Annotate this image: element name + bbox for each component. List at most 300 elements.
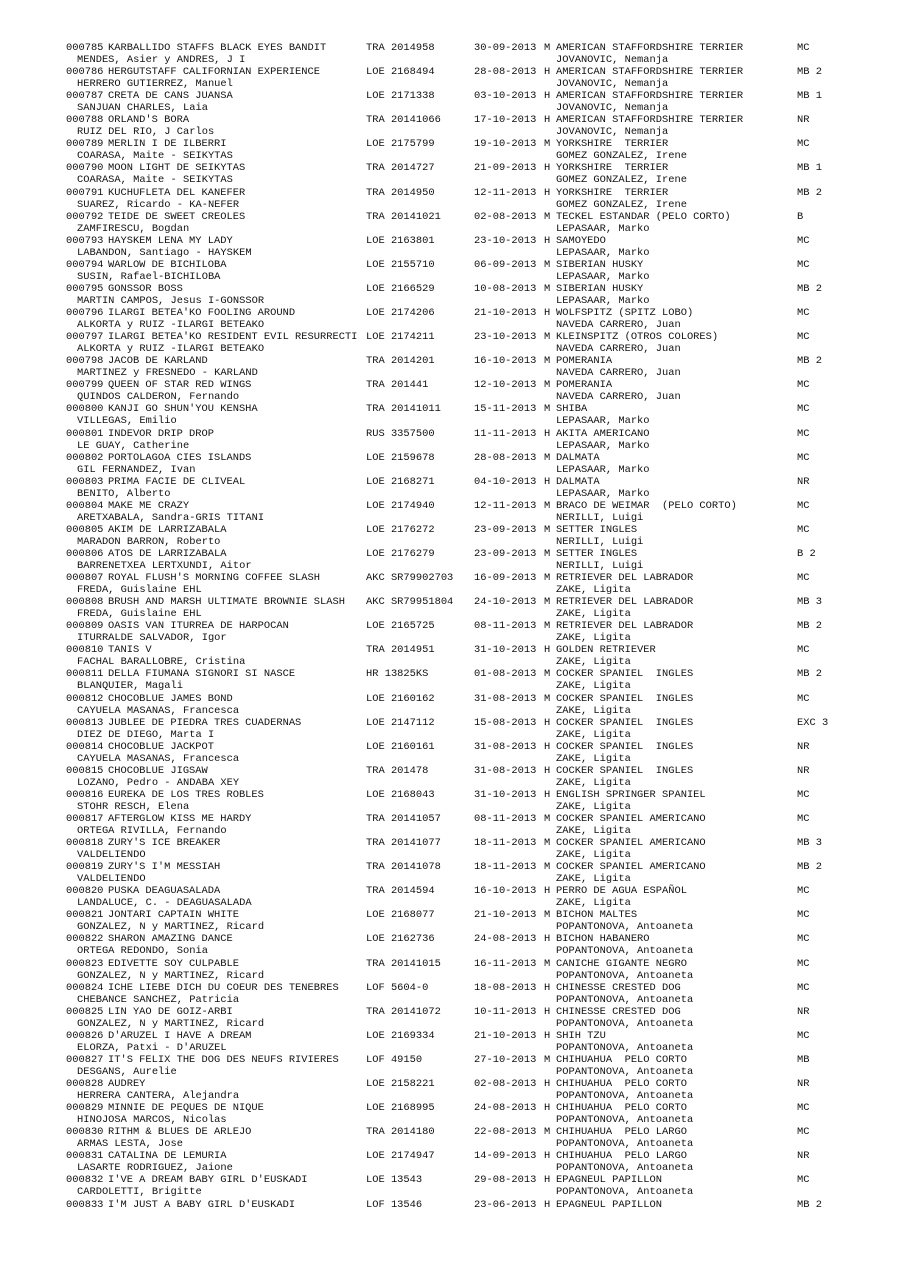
judge: NERILLI, Luigi bbox=[556, 535, 644, 548]
registration-number: LOE 2174947 bbox=[366, 1150, 435, 1163]
owner: ITURRALDE SALVADOR, Igor bbox=[77, 632, 227, 645]
breed: WOLFSPITZ (SPITZ LOBO) bbox=[556, 307, 694, 320]
result-grade: MC bbox=[797, 234, 810, 247]
catalog-number: 000822 bbox=[66, 933, 104, 946]
breed: YORKSHIRE TERRIER bbox=[556, 186, 669, 199]
catalog-number: 000819 bbox=[66, 861, 104, 874]
sex: M bbox=[544, 138, 551, 151]
judge: POPANTONOVA, Antoaneta bbox=[556, 1162, 694, 1175]
breed: POMERANIA bbox=[556, 379, 613, 392]
dog-name: ILARGI BETEA'KO FOOLING AROUND bbox=[108, 307, 296, 320]
owner: STOHR RESCH, Elena bbox=[77, 800, 190, 813]
sex: M bbox=[544, 861, 551, 874]
breed: AMERICAN STAFFORDSHIRE TERRIER bbox=[556, 114, 744, 127]
judge: NAVEDA CARRERO, Juan bbox=[556, 391, 681, 404]
owner: FREDA, Guislaine EHL bbox=[77, 584, 202, 597]
judge: POPANTONOVA, Antoaneta bbox=[556, 1138, 694, 1151]
breed: KLEINSPITZ (OTROS COLORES) bbox=[556, 331, 719, 344]
birth-date: 10-11-2013 bbox=[474, 1005, 537, 1018]
birth-date: 31-08-2013 bbox=[474, 764, 537, 777]
breed: COCKER SPANIEL AMERICANO bbox=[556, 837, 706, 850]
birth-date: 21-09-2013 bbox=[474, 162, 537, 175]
registration-number: TRA 20141057 bbox=[366, 813, 441, 825]
result-grade: MC bbox=[797, 1126, 810, 1139]
catalog-number: 000799 bbox=[66, 379, 104, 392]
sex: M bbox=[544, 909, 551, 922]
judge: LEPASAAR, Marko bbox=[556, 294, 650, 307]
catalog-number: 000805 bbox=[66, 523, 104, 536]
owner: VALDELIENDO bbox=[77, 849, 146, 862]
sex: M bbox=[544, 957, 551, 970]
judge: POPANTONOVA, Antoaneta bbox=[556, 1065, 694, 1078]
dog-name: ZURY'S I'M MESSIAH bbox=[108, 861, 221, 874]
dog-name: AKIM DE LARRIZABALA bbox=[108, 523, 227, 536]
sex: M bbox=[544, 523, 551, 536]
result-grade: NR bbox=[797, 740, 810, 753]
registration-number: LOE 2176279 bbox=[366, 547, 435, 560]
result-grade: MB 2 bbox=[797, 861, 822, 874]
judge: GOMEZ GONZALEZ, Irene bbox=[556, 198, 687, 211]
owner: FACHAL BARALLOBRE, Cristina bbox=[77, 656, 246, 669]
dog-name: MAKE ME CRAZY bbox=[108, 499, 190, 512]
dog-name: AFTERGLOW KISS ME HARDY bbox=[108, 813, 252, 825]
dog-name: CHOCOBLUE JIGSAW bbox=[108, 764, 208, 777]
judge: LEPASAAR, Marko bbox=[556, 246, 650, 259]
owner: ALKORTA y RUIZ -ILARGI BETEAKO bbox=[77, 319, 265, 332]
owner: SUAREZ, Ricardo - KA-NEFER bbox=[77, 198, 240, 211]
registration-number: TRA 201441 bbox=[366, 379, 429, 392]
sex: M bbox=[544, 547, 551, 560]
result-grade: MB 2 bbox=[797, 620, 822, 633]
judge: LEPASAAR, Marko bbox=[556, 270, 650, 283]
breed: AMERICAN STAFFORDSHIRE TERRIER bbox=[556, 42, 744, 54]
judge: ZAKE, Ligita bbox=[556, 728, 631, 741]
judge: LEPASAAR, Marko bbox=[556, 463, 650, 476]
dog-name: KANJI GO SHUN'YOU KENSHA bbox=[108, 403, 258, 416]
judge: ZAKE, Ligita bbox=[556, 800, 631, 813]
breed: DALMATA bbox=[556, 475, 600, 488]
registration-number: LOE 13543 bbox=[366, 1174, 423, 1187]
breed: BICHON MALTES bbox=[556, 909, 638, 922]
judge: ZAKE, Ligita bbox=[556, 656, 631, 669]
judge: JOVANOVIC, Nemanja bbox=[556, 78, 669, 91]
breed: AMERICAN STAFFORDSHIRE TERRIER bbox=[556, 90, 744, 103]
judge: ZAKE, Ligita bbox=[556, 897, 631, 910]
judge: ZAKE, Ligita bbox=[556, 608, 631, 621]
judge: ZAKE, Ligita bbox=[556, 680, 631, 693]
birth-date: 18-08-2013 bbox=[474, 981, 537, 994]
catalog-number: 000791 bbox=[66, 186, 104, 199]
dog-name: WARLOW DE BICHILOBA bbox=[108, 258, 227, 271]
birth-date: 16-10-2013 bbox=[474, 885, 537, 898]
dog-name: HERGUTSTAFF CALIFORNIAN EXPERIENCE bbox=[108, 66, 321, 79]
result-grade: NR bbox=[797, 764, 810, 777]
catalog-number: 000818 bbox=[66, 837, 104, 850]
owner: CARDOLETTI, Brigitte bbox=[77, 1186, 202, 1199]
catalog-number: 000795 bbox=[66, 282, 104, 295]
registration-number: TRA 20141011 bbox=[366, 403, 441, 416]
result-grade: MC bbox=[797, 258, 810, 271]
sex: M bbox=[544, 1053, 551, 1066]
judge: ZAKE, Ligita bbox=[556, 873, 631, 886]
registration-number: TRA 20141072 bbox=[366, 1005, 441, 1018]
judge: JOVANOVIC, Nemanja bbox=[556, 54, 669, 66]
birth-date: 31-10-2013 bbox=[474, 644, 537, 657]
registration-number: LOF 49150 bbox=[366, 1053, 423, 1066]
catalog-number: 000829 bbox=[66, 1102, 104, 1115]
registration-number: LOE 2168494 bbox=[366, 66, 435, 79]
owner: COARASA, Maite - SEIKYTAS bbox=[77, 174, 233, 187]
dog-name: KUCHUFLETA DEL KANEFER bbox=[108, 186, 246, 199]
birth-date: 31-08-2013 bbox=[474, 692, 537, 705]
owner: VALDELIENDO bbox=[77, 873, 146, 886]
dog-name: IT'S FELIX THE DOG DES NEUFS RIVIERES bbox=[108, 1053, 339, 1066]
judge: LEPASAAR, Marko bbox=[556, 415, 650, 428]
breed: CHIHUAHUA PELO CORTO bbox=[556, 1078, 687, 1091]
sex: H bbox=[544, 162, 551, 175]
birth-date: 12-10-2013 bbox=[474, 379, 537, 392]
breed: CHINESSE CRESTED DOG bbox=[556, 981, 681, 994]
owner: LOZANO, Pedro - ANDABA XEY bbox=[77, 776, 240, 789]
registration-number: HR 13825KS bbox=[366, 668, 429, 681]
catalog-number: 000801 bbox=[66, 427, 104, 440]
judge: NERILLI, Luigi bbox=[556, 511, 644, 524]
result-grade: B bbox=[797, 210, 804, 223]
owner: SUSIN, Rafael-BICHILOBA bbox=[77, 270, 221, 283]
result-grade: MC bbox=[797, 957, 810, 970]
birth-date: 08-11-2013 bbox=[474, 620, 537, 633]
judge: NAVEDA CARRERO, Juan bbox=[556, 319, 681, 332]
result-grade: MC bbox=[797, 788, 810, 801]
birth-date: 28-08-2013 bbox=[474, 451, 537, 464]
breed: COCKER SPANIEL AMERICANO bbox=[556, 861, 706, 874]
registration-number: TRA 2014180 bbox=[366, 1126, 435, 1139]
dog-name: INDEVOR DRIP DROP bbox=[108, 427, 215, 440]
breed: COCKER SPANIEL INGLES bbox=[556, 740, 694, 753]
sex: M bbox=[544, 499, 551, 512]
result-grade: MC bbox=[797, 403, 810, 416]
breed: GOLDEN RETRIEVER bbox=[556, 644, 656, 657]
catalog-number: 000824 bbox=[66, 981, 104, 994]
catalog-number: 000831 bbox=[66, 1150, 104, 1163]
registration-number: TRA 20141021 bbox=[366, 210, 441, 223]
birth-date: 02-08-2013 bbox=[474, 1078, 537, 1091]
breed: RETRIEVER DEL LABRADOR bbox=[556, 596, 694, 609]
judge: ZAKE, Ligita bbox=[556, 776, 631, 789]
registration-number: LOE 2160161 bbox=[366, 740, 435, 753]
birth-date: 30-09-2013 bbox=[474, 42, 537, 54]
catalog-number: 000809 bbox=[66, 620, 104, 633]
breed: EPAGNEUL PAPILLON bbox=[556, 1198, 663, 1211]
dog-name: ILARGI BETEA'KO RESIDENT EVIL RESURRECTI bbox=[108, 331, 358, 344]
breed: SAMOYEDO bbox=[556, 234, 606, 247]
breed: AMERICAN STAFFORDSHIRE TERRIER bbox=[556, 66, 744, 79]
owner: HERRERO GUTIERREZ, Manuel bbox=[77, 78, 233, 91]
result-grade: MB 2 bbox=[797, 355, 822, 368]
result-grade: MC bbox=[797, 307, 810, 320]
owner: COARASA, Maite - SEIKYTAS bbox=[77, 150, 233, 163]
breed: SIBERIAN HUSKY bbox=[556, 258, 644, 271]
breed: RETRIEVER DEL LABRADOR bbox=[556, 620, 694, 633]
result-grade: MB 2 bbox=[797, 186, 822, 199]
birth-date: 11-11-2013 bbox=[474, 427, 537, 440]
sex: H bbox=[544, 186, 551, 199]
registration-number: TRA 2014950 bbox=[366, 186, 435, 199]
breed: COCKER SPANIEL INGLES bbox=[556, 668, 694, 681]
breed: TECKEL ESTANDAR (PELO CORTO) bbox=[556, 210, 731, 223]
owner: MENDES, Asier y ANDRES, J I bbox=[77, 54, 246, 66]
sex: M bbox=[544, 282, 551, 295]
registration-number: LOE 2155710 bbox=[366, 258, 435, 271]
owner: GONZALEZ, N y MARTINEZ, Ricard bbox=[77, 1017, 265, 1030]
registration-number: AKC SR79902703 bbox=[366, 572, 454, 585]
judge: ZAKE, Ligita bbox=[556, 825, 631, 837]
sex: H bbox=[544, 234, 551, 247]
catalog-number: 000825 bbox=[66, 1005, 104, 1018]
breed: SHIBA bbox=[556, 403, 588, 416]
result-grade: MC bbox=[797, 42, 810, 54]
catalog-number: 000788 bbox=[66, 114, 104, 127]
birth-date: 28-08-2013 bbox=[474, 66, 537, 79]
registration-number: LOF 5604-0 bbox=[366, 981, 429, 994]
dog-name: SHARON AMAZING DANCE bbox=[108, 933, 233, 946]
judge: LEPASAAR, Marko bbox=[556, 222, 650, 235]
owner: LASARTE RODRIGUEZ, Jaione bbox=[77, 1162, 233, 1175]
result-grade: EXC 3 bbox=[797, 716, 829, 729]
birth-date: 21-10-2013 bbox=[474, 909, 537, 922]
registration-number: LOF 13546 bbox=[366, 1198, 423, 1211]
sex: M bbox=[544, 355, 551, 368]
catalog-number: 000793 bbox=[66, 234, 104, 247]
registration-number: LOE 2169334 bbox=[366, 1029, 435, 1042]
registration-number: LOE 2176272 bbox=[366, 523, 435, 536]
sex: H bbox=[544, 1174, 551, 1187]
owner: CAYUELA MASANAS, Francesca bbox=[77, 704, 240, 717]
sex: H bbox=[544, 90, 551, 103]
sex: M bbox=[544, 1126, 551, 1139]
sex: H bbox=[544, 933, 551, 946]
registration-number: LOE 2175799 bbox=[366, 138, 435, 151]
dog-name: I'M JUST A BABY GIRL D'EUSKADI bbox=[108, 1198, 296, 1211]
birth-date: 21-10-2013 bbox=[474, 1029, 537, 1042]
result-grade: NR bbox=[797, 114, 810, 127]
birth-date: 27-10-2013 bbox=[474, 1053, 537, 1066]
catalog-number: 000802 bbox=[66, 451, 104, 464]
sex: M bbox=[544, 596, 551, 609]
result-grade: MB 2 bbox=[797, 66, 822, 79]
catalog-number: 000823 bbox=[66, 957, 104, 970]
judge: JOVANOVIC, Nemanja bbox=[556, 126, 669, 139]
result-grade: MC bbox=[797, 1029, 810, 1042]
judge: GOMEZ GONZALEZ, Irene bbox=[556, 174, 687, 187]
birth-date: 08-11-2013 bbox=[474, 813, 537, 825]
sex: M bbox=[544, 668, 551, 681]
owner: HINOJOSA MARCOS, Nicolas bbox=[77, 1114, 227, 1127]
sex: M bbox=[544, 403, 551, 416]
owner: GONZALEZ, N y MARTINEZ, Ricard bbox=[77, 969, 265, 982]
breed: AKITA AMERICANO bbox=[556, 427, 650, 440]
result-grade: MC bbox=[797, 644, 810, 657]
catalog-number: 000820 bbox=[66, 885, 104, 898]
catalog-number: 000816 bbox=[66, 788, 104, 801]
catalog-number: 000786 bbox=[66, 66, 104, 79]
breed: BICHON HABANERO bbox=[556, 933, 650, 946]
dog-name: ROYAL FLUSH'S MORNING COFFEE SLASH bbox=[108, 572, 321, 585]
sex: H bbox=[544, 1005, 551, 1018]
dog-name: PORTOLAGOA CIES ISLANDS bbox=[108, 451, 252, 464]
dog-name: CATALINA DE LEMURIA bbox=[108, 1150, 227, 1163]
birth-date: 17-10-2013 bbox=[474, 114, 537, 127]
registration-number: TRA 2014594 bbox=[366, 885, 435, 898]
judge: POPANTONOVA, Antoaneta bbox=[556, 945, 694, 958]
birth-date: 29-08-2013 bbox=[474, 1174, 537, 1187]
registration-number: TRA 20141066 bbox=[366, 114, 441, 127]
sex: M bbox=[544, 813, 551, 825]
birth-date: 10-08-2013 bbox=[474, 282, 537, 295]
breed: COCKER SPANIEL AMERICANO bbox=[556, 813, 706, 825]
owner: MARTINEZ y FRESNEDO - KARLAND bbox=[77, 367, 258, 380]
sex: H bbox=[544, 885, 551, 898]
registration-number: LOE 2166529 bbox=[366, 282, 435, 295]
owner: QUINDOS CALDERON, Fernando bbox=[77, 391, 240, 404]
breed: CHIHUAHUA PELO CORTO bbox=[556, 1102, 687, 1115]
registration-number: LOE 2168995 bbox=[366, 1102, 435, 1115]
judge: ZAKE, Ligita bbox=[556, 849, 631, 862]
breed: CHIHUAHUA PELO LARGO bbox=[556, 1126, 687, 1139]
owner: LABANDON, Santiago - HAYSKEM bbox=[77, 246, 252, 259]
birth-date: 23-10-2013 bbox=[474, 331, 537, 344]
judge: POPANTONOVA, Antoaneta bbox=[556, 969, 694, 982]
dog-name: PRIMA FACIE DE CLIVEAL bbox=[108, 475, 246, 488]
result-grade: NR bbox=[797, 1078, 810, 1091]
breed: PERRO DE AGUA ESPAÑOL bbox=[556, 885, 687, 898]
catalog-number: 000821 bbox=[66, 909, 104, 922]
dog-name: CRETA DE CANS JUANSA bbox=[108, 90, 233, 103]
result-grade: MC bbox=[797, 885, 810, 898]
dog-name: TANIS V bbox=[108, 644, 152, 657]
registration-number: LOE 2168077 bbox=[366, 909, 435, 922]
birth-date: 19-10-2013 bbox=[474, 138, 537, 151]
registration-number: LOE 2147112 bbox=[366, 716, 435, 729]
result-grade: MB 2 bbox=[797, 282, 822, 295]
breed: DALMATA bbox=[556, 451, 600, 464]
registration-number: TRA 20141078 bbox=[366, 861, 441, 874]
breed: CHIHUAHUA PELO LARGO bbox=[556, 1150, 687, 1163]
sex: M bbox=[544, 379, 551, 392]
result-grade: MC bbox=[797, 1174, 810, 1187]
registration-number: TRA 2014201 bbox=[366, 355, 435, 368]
judge: POPANTONOVA, Antoaneta bbox=[556, 921, 694, 934]
registration-number: LOE 2174211 bbox=[366, 331, 435, 344]
catalog-number: 000808 bbox=[66, 596, 104, 609]
breed: SETTER INGLES bbox=[556, 523, 638, 536]
birth-date: 12-11-2013 bbox=[474, 186, 537, 199]
dog-name: D'ARUZEL I HAVE A DREAM bbox=[108, 1029, 252, 1042]
owner: CHEBANCE SANCHEZ, Patricia bbox=[77, 993, 240, 1006]
owner: RUIZ DEL RIO, J Carlos bbox=[77, 126, 215, 139]
judge: POPANTONOVA, Antoaneta bbox=[556, 993, 694, 1006]
registration-number: LOE 2174940 bbox=[366, 499, 435, 512]
registration-number: TRA 2014958 bbox=[366, 42, 435, 54]
birth-date: 03-10-2013 bbox=[474, 90, 537, 103]
breed: POMERANIA bbox=[556, 355, 613, 368]
sex: H bbox=[544, 475, 551, 488]
registration-number: TRA 201478 bbox=[366, 764, 429, 777]
dog-name: EUREKA DE LOS TRES ROBLES bbox=[108, 788, 264, 801]
breed: BRACO DE WEIMAR (PELO CORTO) bbox=[556, 499, 737, 512]
dog-name: CHOCOBLUE JAMES BOND bbox=[108, 692, 233, 705]
registration-number: TRA 2014727 bbox=[366, 162, 435, 175]
owner: BENITO, Alberto bbox=[77, 487, 171, 500]
birth-date: 04-10-2013 bbox=[474, 475, 537, 488]
birth-date: 01-08-2013 bbox=[474, 668, 537, 681]
breed: SHIH TZU bbox=[556, 1029, 606, 1042]
owner: ARETXABALA, Sandra-GRIS TITANI bbox=[77, 511, 265, 524]
result-grade: B 2 bbox=[797, 547, 816, 560]
judge: NAVEDA CARRERO, Juan bbox=[556, 343, 681, 356]
result-grade: MC bbox=[797, 692, 810, 705]
owner: CAYUELA MASANAS, Francesca bbox=[77, 752, 240, 765]
catalog-number: 000789 bbox=[66, 138, 104, 151]
owner: ORTEGA REDONDO, Sonia bbox=[77, 945, 208, 958]
catalog-number: 000817 bbox=[66, 813, 104, 825]
dog-name: ORLAND'S BORA bbox=[108, 114, 190, 127]
catalog-number: 000814 bbox=[66, 740, 104, 753]
registration-number: LOE 2174206 bbox=[366, 307, 435, 320]
birth-date: 24-08-2013 bbox=[474, 1102, 537, 1115]
owner: ORTEGA RIVILLA, Fernando bbox=[77, 825, 227, 837]
breed: SETTER INGLES bbox=[556, 547, 638, 560]
dog-name: JONTARI CAPTAIN WHITE bbox=[108, 909, 239, 922]
owner: GIL FERNANDEZ, Ivan bbox=[77, 463, 196, 476]
sex: H bbox=[544, 1150, 551, 1163]
catalog-number: 000815 bbox=[66, 764, 104, 777]
result-grade: MC bbox=[797, 523, 810, 536]
dog-name: HAYSKEM LENA MY LADY bbox=[108, 234, 233, 247]
catalog-number: 000828 bbox=[66, 1078, 104, 1091]
birth-date: 16-09-2013 bbox=[474, 572, 537, 585]
result-grade: MB 3 bbox=[797, 837, 822, 850]
owner: GONZALEZ, N y MARTINEZ, Ricard bbox=[77, 921, 265, 934]
breed: CHIHUAHUA PELO CORTO bbox=[556, 1053, 687, 1066]
sex: H bbox=[544, 716, 551, 729]
sex: M bbox=[544, 210, 551, 223]
registration-number: LOE 2160162 bbox=[366, 692, 435, 705]
dog-name: I'VE A DREAM BABY GIRL D'EUSKADI bbox=[108, 1174, 308, 1187]
owner: VILLEGAS, Emilio bbox=[77, 415, 177, 428]
sex: H bbox=[544, 644, 551, 657]
catalog-number: 000807 bbox=[66, 572, 104, 585]
result-grade: MB bbox=[797, 1053, 810, 1066]
catalog-number: 000785 bbox=[66, 42, 104, 54]
owner: MARTIN CAMPOS, Jesus I-GONSSOR bbox=[77, 294, 265, 307]
judge: ZAKE, Ligita bbox=[556, 632, 631, 645]
birth-date: 31-08-2013 bbox=[474, 740, 537, 753]
birth-date: 06-09-2013 bbox=[474, 258, 537, 271]
dog-name: CHOCOBLUE JACKPOT bbox=[108, 740, 215, 753]
sex: M bbox=[544, 258, 551, 271]
result-grade: MC bbox=[797, 909, 810, 922]
sex: M bbox=[544, 692, 551, 705]
registration-number: LOE 2163801 bbox=[366, 234, 435, 247]
birth-date: 23-09-2013 bbox=[474, 523, 537, 536]
owner: DESGANS, Aurelie bbox=[77, 1065, 177, 1078]
dog-name: KARBALLIDO STAFFS BLACK EYES BANDIT bbox=[108, 42, 327, 54]
catalog-number: 000826 bbox=[66, 1029, 104, 1042]
sex: M bbox=[544, 451, 551, 464]
birth-date: 02-08-2013 bbox=[474, 210, 537, 223]
breed: ENGLISH SPRINGER SPANIEL bbox=[556, 788, 706, 801]
